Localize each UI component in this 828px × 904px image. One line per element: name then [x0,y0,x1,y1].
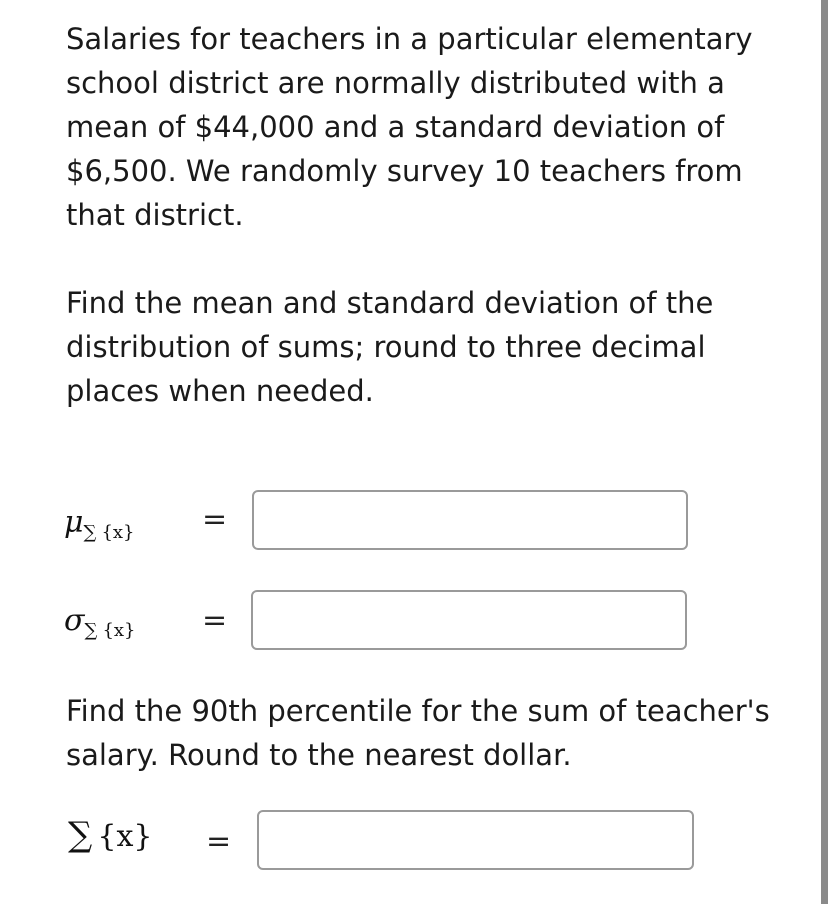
sd-sub-sigma: ∑ [84,620,98,641]
summation-symbol: ∑ [68,815,93,855]
instruction-percentile: Find the 90th percentile for the sum of teacher's salary. Round to the nearest dollar. [66,694,770,772]
sigma-symbol: σ [64,603,85,638]
sd-of-sums-input[interactable] [251,590,687,650]
percentile-equals-sign: = [206,824,232,859]
sd-of-sums-label [64,603,136,641]
mean-of-sums-label [64,505,135,543]
right-edge-bar [821,0,828,904]
mu-symbol: μ [64,505,84,540]
percentile-var: {x} [97,819,153,854]
mean-of-sums-input[interactable] [252,490,688,550]
mean-sub-var: {x} [101,522,135,543]
sd-equals-sign: = [202,603,228,638]
percentile-sum-label [68,815,152,855]
instruction-mean-sd: Find the mean and standard deviation of the distribution of sums; round to three decimal places when needed. [66,286,714,408]
mean-equals-sign: = [202,502,228,537]
mean-sub-sigma: ∑ [83,522,97,543]
sd-sub-var: {x} [102,620,136,641]
percentile-sum-input[interactable] [257,810,694,870]
problem-intro: Salaries for teachers in a particular elementary school district are normally distributed with a mean of $44,000 and a standard deviation of $6,500. We randomly survey 10 teachers from that district. [66,22,753,232]
